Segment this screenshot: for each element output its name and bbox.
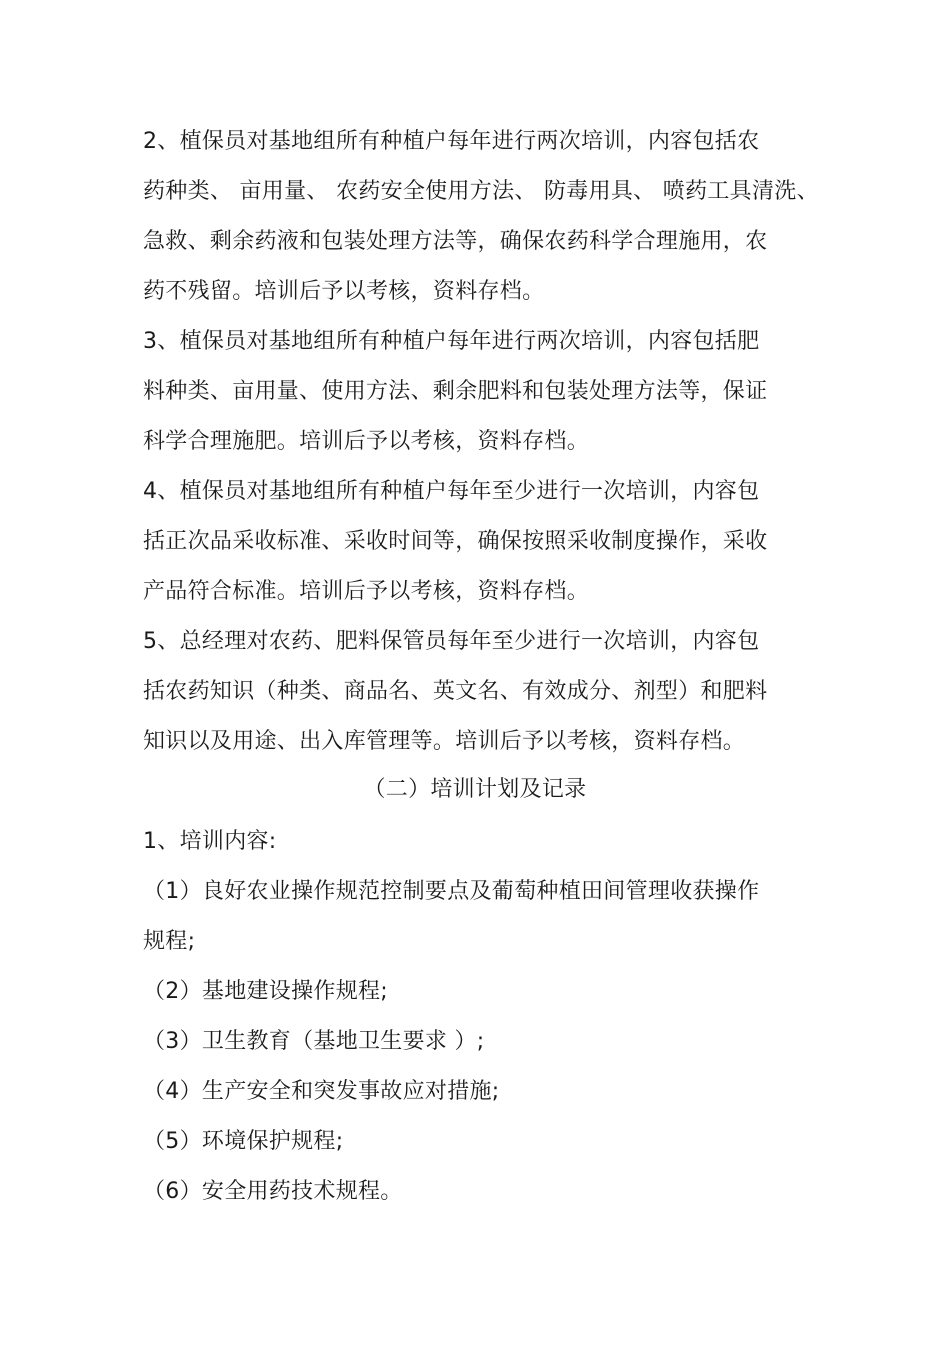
paragraph-4-line-2: 括正次品采收标准、采收时间等，确保按照采收制度操作，采收 [143,529,768,554]
paragraph-4-line-1: 4、植保员对基地组所有种植户每年至少进行一次培训，内容包 [143,479,760,504]
training-item-3: （3）卫生教育（基地卫生要求 ）; [143,1029,485,1054]
paragraph-2-line-4: 药不残留。培训后予以考核，资料存档。 [143,279,545,304]
paragraph-3-line-3: 科学合理施肥。培训后予以考核，资料存档。 [143,429,590,454]
training-content-title: 1、培训内容: [143,829,277,854]
training-item-6: （6）安全用药技术规程。 [143,1179,403,1204]
training-item-2: （2）基地建设操作规程; [143,979,389,1004]
paragraph-3-line-1: 3、植保员对基地组所有种植户每年进行两次培训，内容包括肥 [143,329,760,354]
paragraph-2-line-3: 急救、剩余药液和包装处理方法等，确保农药科学合理施用，农 [143,229,768,254]
paragraph-4-line-3: 产品符合标准。培训后予以考核，资料存档。 [143,579,590,604]
training-item-5: （5）环境保护规程; [143,1129,344,1154]
training-item-1: （1）良好农业操作规范控制要点及葡萄种植田间管理收获操作 [143,879,760,904]
paragraph-2-line-2: 药种类、 亩用量、 农药安全使用方法、 防毒用具、 喷药工具清洗、 [143,179,819,204]
paragraph-5-line-2: 括农药知识（种类、商品名、英文名、有效成分、剂型）和肥料 [143,679,768,704]
paragraph-5-line-3: 知识以及用途、出入库管理等。培训后予以考核，资料存档。 [143,729,746,754]
paragraph-3-line-2: 料种类、亩用量、使用方法、剩余肥料和包装处理方法等，保证 [143,379,768,404]
section-heading: （二）培训计划及记录 [363,777,587,802]
training-item-4: （4）生产安全和突发事故应对措施; [143,1079,500,1104]
training-item-1-continuation: 规程; [143,929,196,954]
paragraph-5-line-1: 5、总经理对农药、肥料保管员每年至少进行一次培训，内容包 [143,629,760,654]
paragraph-2-line-1: 2、植保员对基地组所有种植户每年进行两次培训，内容包括农 [143,129,760,154]
